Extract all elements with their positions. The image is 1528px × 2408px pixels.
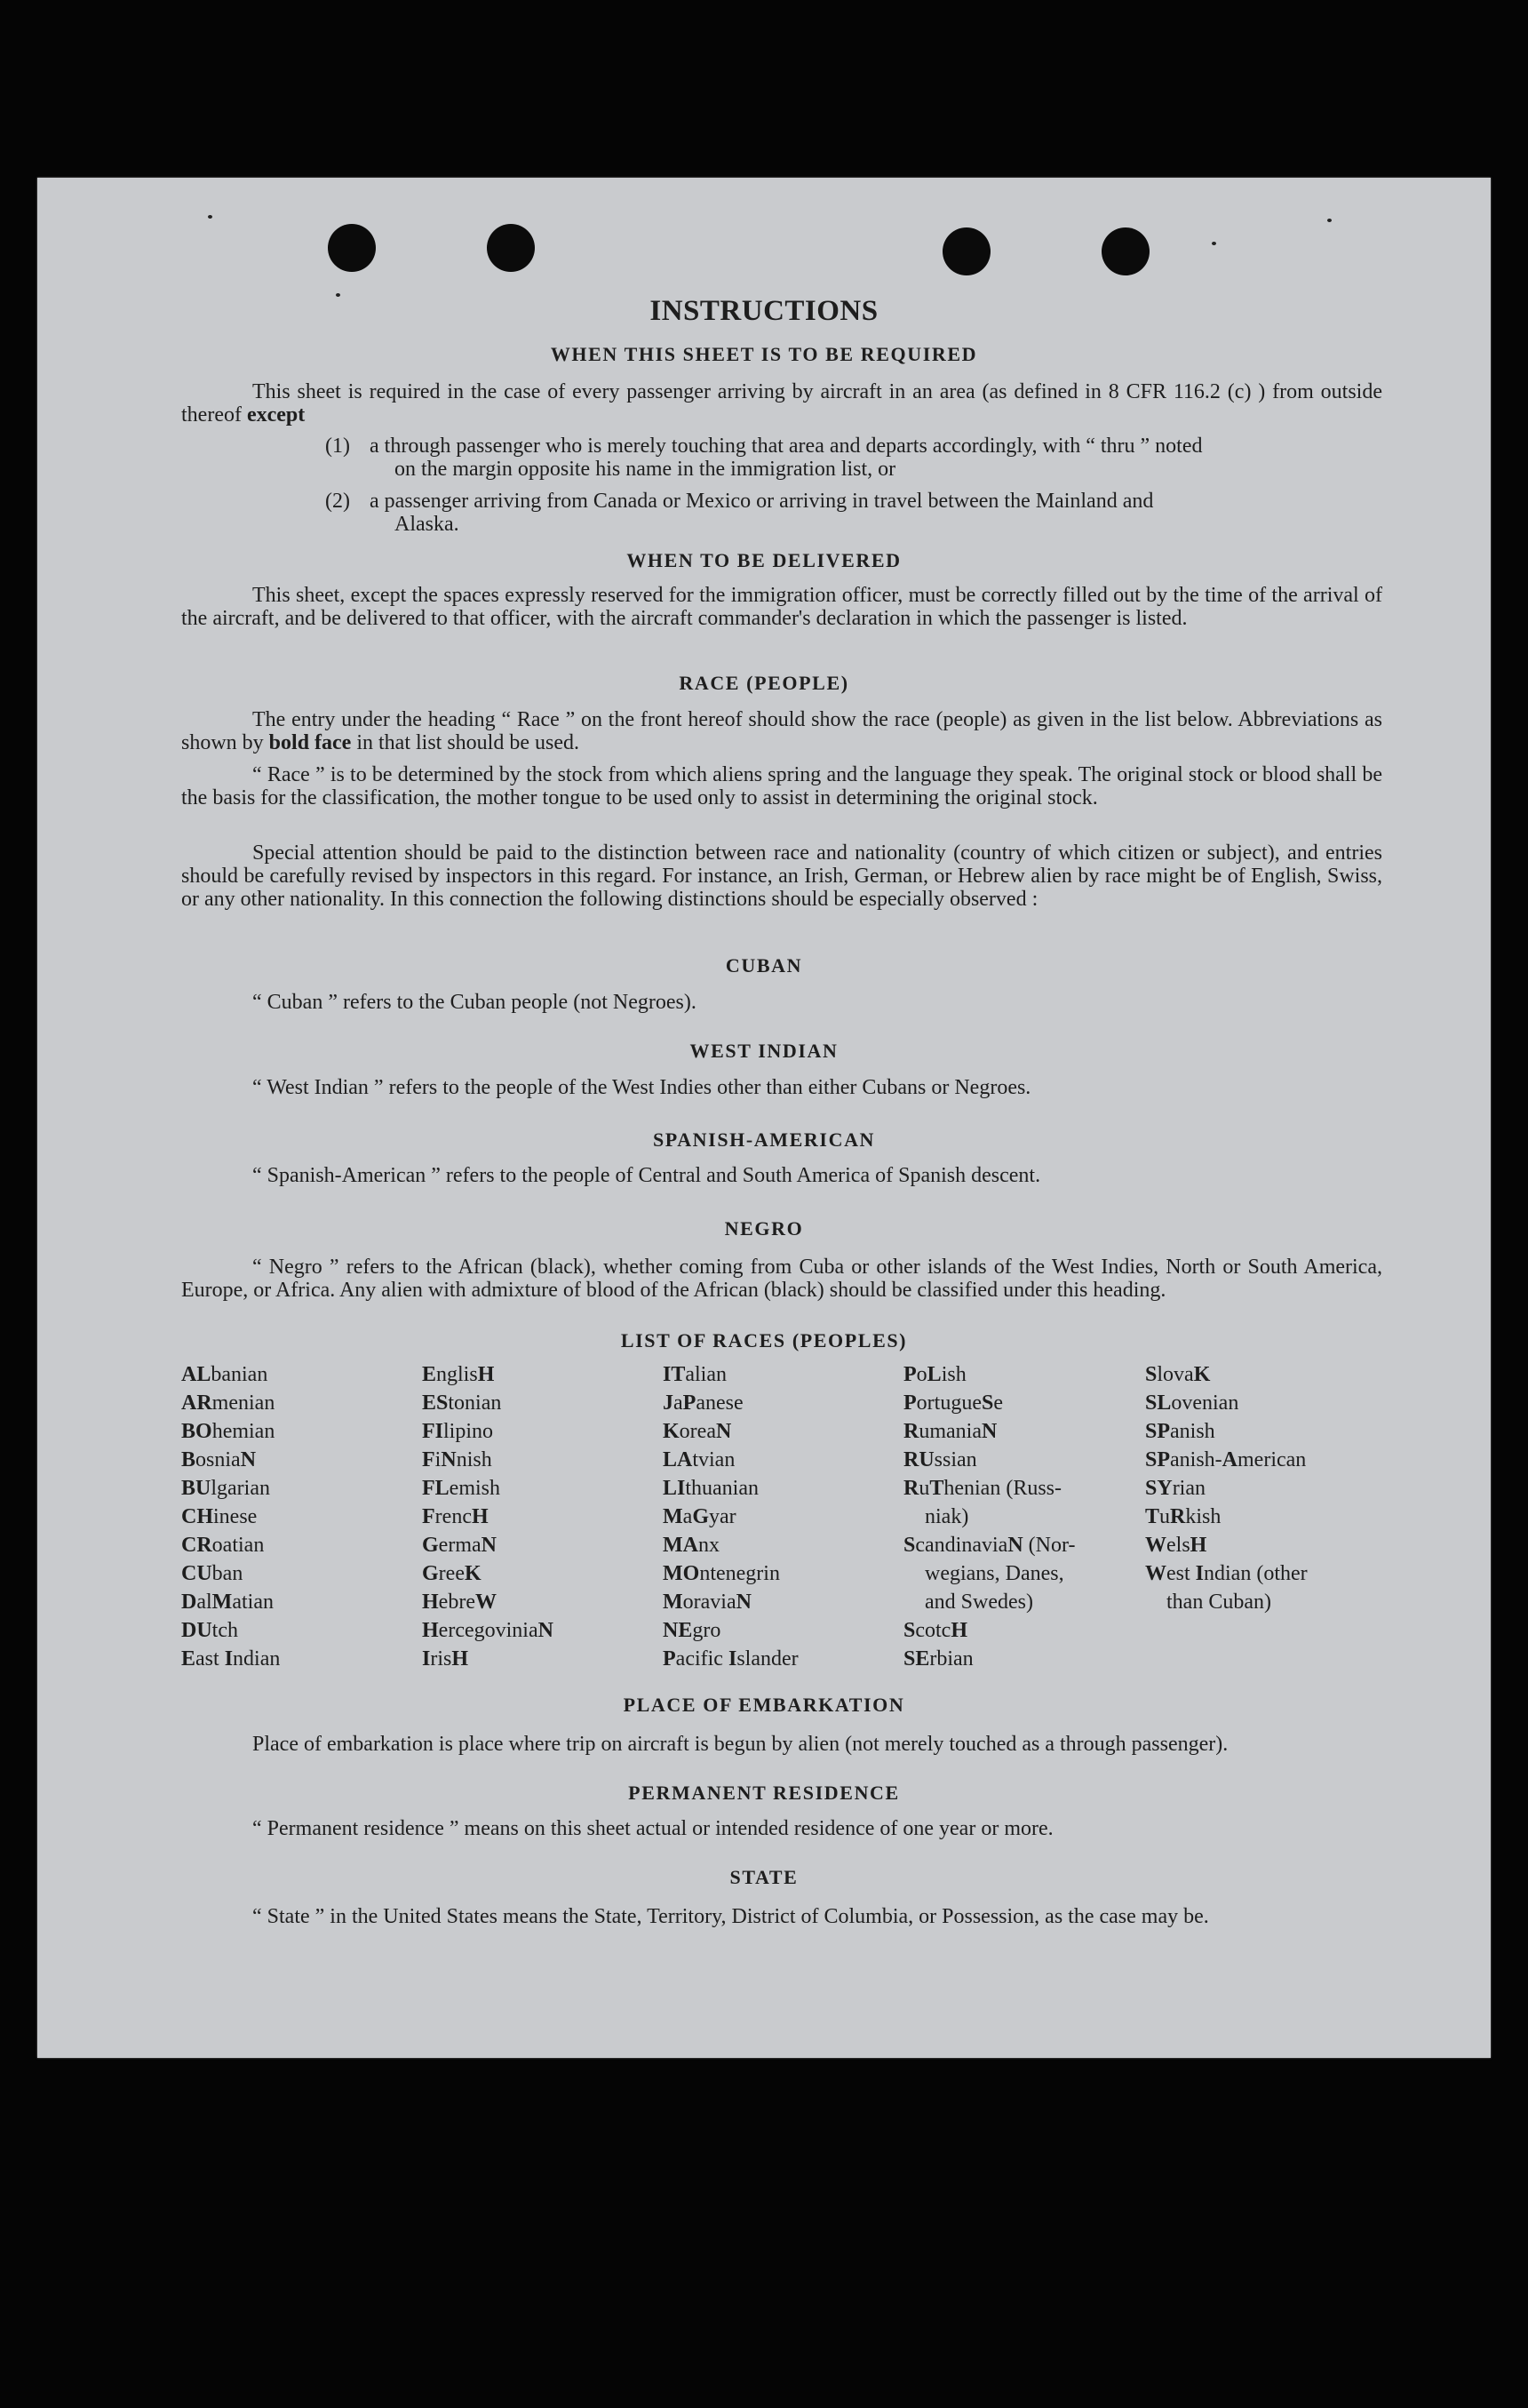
race-entry: RUssian [903,1448,977,1471]
exception-2-number: (2) [325,490,350,513]
race-entry: TuRkish [1145,1505,1222,1528]
heading-race: RACE (PEOPLE) [679,672,849,694]
race-entry: CRoatian [181,1534,265,1557]
race-entry-continuation: wegians, Danes, [925,1562,1064,1585]
cuban-text: “ Cuban ” refers to the Cuban people (not Negroes). [252,991,696,1014]
race-entry: SlovaK [1145,1363,1211,1386]
race-entry: FiNnish [422,1448,492,1471]
race-entry: BosniaN [181,1448,257,1471]
race-paragraph-3: Special attention should be paid to the distinction between race and nationality (country of which citizen or subject), and entries should be carefully revised by inspectors in this regard. For instance, an Irish, German, or Hebrew alien by race might be of English, Swiss, or any other nationality. In this connection the following distinctions should be especially observed : [181,841,1382,911]
document-page [37,178,1491,2058]
exception-2-line1: a passenger arriving from Canada or Mexico or arriving in travel between the Mainland and [370,490,1154,513]
race-entry: GreeK [422,1562,481,1585]
race-entry: IrisH [422,1647,469,1670]
heading-list-of-races: LIST OF RACES (PEOPLES) [620,1329,908,1352]
heading-west-indian: WEST INDIAN [689,1040,839,1062]
race-entry: FLemish [422,1477,500,1500]
race-entry: GermaN [422,1534,497,1557]
heading-state: STATE [729,1866,799,1888]
negro-text: “ Negro ” refers to the African (black), whether coming from Cuba or other islands of the West Indies, North or South America, Europe, or Africa. Any alien with admixture of blood of the African (black) should be classified under this heading. [181,1256,1382,1302]
dust-speck [1327,219,1332,222]
race-paragraph-2: “ Race ” is to be determined by the stock from which aliens spring and the language they speak. The original stock or blood shall be the basis for the classification, the mother tongue to be used only to assist in determining the original stock. [181,763,1382,809]
punch-hole [943,227,991,275]
race-entry: Pacific Islander [663,1647,799,1670]
exception-1-line2: on the margin opposite his name in the immigration list, or [394,458,896,481]
heading-negro: NEGRO [724,1217,804,1240]
race-entry: ALbanian [181,1363,268,1386]
race-entry-continuation: and Swedes) [925,1591,1033,1614]
race-entry: WelsH [1145,1534,1207,1557]
punch-hole [328,224,376,272]
race-entry: SYrian [1145,1477,1206,1500]
race-entry: SLovenian [1145,1391,1239,1415]
race-entry: EStonian [422,1391,502,1415]
heading-permanent-residence: PERMANENT RESIDENCE [628,1782,900,1804]
race-column [903,1360,1075,1673]
state-text: “ State ” in the United States means the State, Territory, District of Columbia, or Possession, as the case may be. [252,1905,1209,1928]
punch-hole [1102,227,1150,275]
race-entry: DUtch [181,1619,238,1642]
spanish-american-text: “ Spanish-American ” refers to the people of Central and South America of Spanish descent. [252,1164,1041,1187]
race-entry: East Indian [181,1647,281,1670]
embarkation-text: Place of embarkation is place where trip on aircraft is begun by alien (not merely touched as a through passenger). [252,1733,1229,1756]
race-entry: MAnx [663,1534,720,1557]
race-entry: ITalian [663,1363,727,1386]
heading-spanish-american: SPANISH-AMERICAN [652,1128,876,1151]
race-entry: HercegoviniaN [422,1619,553,1642]
race-column [1145,1360,1308,1616]
race-entry: ScandinaviaN (Nor- [903,1534,1076,1557]
heading-when-required: WHEN THIS SHEET IS TO BE REQUIRED [550,343,978,365]
heading-cuban: CUBAN [725,954,803,977]
delivered-text: This sheet, except the spaces expressly reserved for the immigration officer, must be correctly filled out by the time of the arrival of the aircraft, and be delivered to that officer, with the aircraft commander's declaration in which the passenger is listed. [181,584,1382,630]
race-entry: SPanish [1145,1420,1215,1443]
race-entry: BUlgarian [181,1477,270,1500]
punch-hole [487,224,535,272]
race-column [181,1360,280,1673]
race-entry: MaGyar [663,1505,736,1528]
race-entry: EnglisH [422,1363,495,1386]
west-indian-text: “ West Indian ” refers to the people of the West Indies other than either Cubans or Negroes. [252,1076,1031,1099]
exception-1-line1: a through passenger who is merely touching that area and departs accordingly, with “ thru ” noted [370,435,1203,458]
race-entry: LIthuanian [663,1477,759,1500]
race-entry: ScotcH [903,1619,968,1642]
race-entry: PoLish [903,1363,967,1386]
race-entry: KoreaN [663,1420,732,1443]
dust-speck [208,215,212,219]
race-column [663,1360,799,1673]
race-entry: CUban [181,1562,243,1585]
race-entry: FrencH [422,1505,489,1528]
page-title: INSTRUCTIONS [649,295,879,327]
race-entry-continuation: niak) [925,1505,969,1528]
race-entry: DalMatian [181,1591,274,1614]
race-entry: RumaniaN [903,1420,998,1443]
race-entry: CHinese [181,1505,258,1528]
race-entry-continuation: than Cuban) [1166,1591,1271,1614]
exception-2-line2: Alaska. [394,513,459,536]
race-entry: MOntenegrin [663,1562,780,1585]
heading-place-of-embarkation: PLACE OF EMBARKATION [623,1694,905,1716]
residence-text: “ Permanent residence ” means on this sheet actual or intended residence of one year or more. [252,1817,1054,1840]
race-entry: RuThenian (Russ- [903,1477,1062,1500]
race-entry: ARmenian [181,1391,275,1415]
race-entry: MoraviaN [663,1591,752,1614]
race-entry: NEgro [663,1619,721,1642]
race-entry: LAtvian [663,1448,736,1471]
race-entry: PortugueSe [903,1391,1003,1415]
race-entry: SPanish-American [1145,1448,1307,1471]
exception-1-number: (1) [325,435,350,458]
race-paragraph-1: The entry under the heading “ Race ” on the front hereof should show the race (people) as given in the list below. Abbreviations as shown by bold face in that list should be used. [181,708,1382,754]
race-entry: BOhemian [181,1420,275,1443]
required-intro: This sheet is required in the case of every passenger arriving by aircraft in an area (as defined in 8 CFR 116.2 (c) ) from outside thereof except [181,380,1382,427]
race-entry: West Indian (other [1145,1562,1308,1585]
race-entry: SErbian [903,1647,974,1670]
race-entry: HebreW [422,1591,497,1614]
race-entry: JaPanese [663,1391,744,1415]
heading-when-delivered: WHEN TO BE DELIVERED [626,549,902,571]
race-column [422,1360,553,1673]
dust-speck [1212,242,1216,245]
race-entry: FIlipino [422,1420,494,1443]
